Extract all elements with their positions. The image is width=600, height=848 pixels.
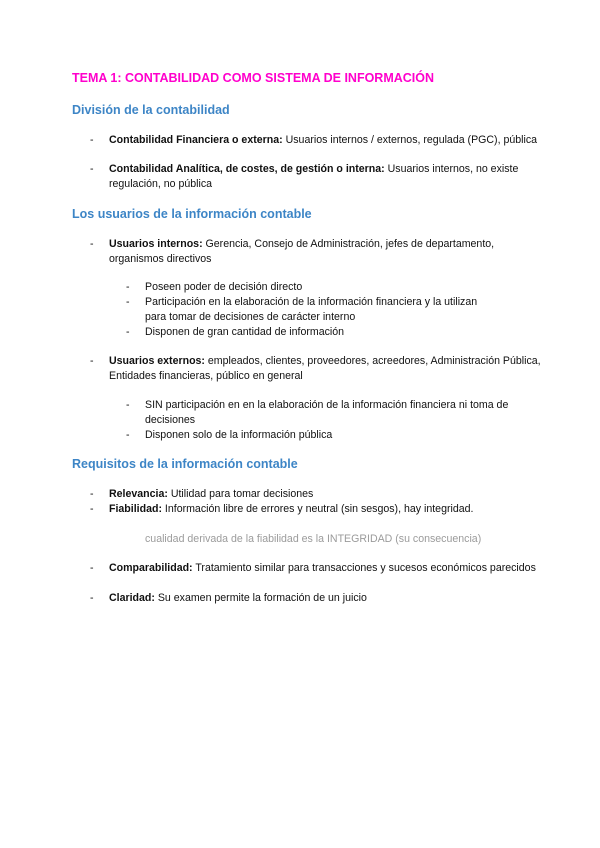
item-label: Fiabilidad:: [109, 503, 162, 515]
item-label: Contabilidad Analítica, de costes, de gestión o interna:: [109, 163, 385, 175]
list-item: [90, 487, 549, 502]
sub-item-text: Poseen poder de decisión directo: [145, 281, 303, 293]
section-heading-division: División de la contabilidad: [72, 103, 230, 117]
list-dash: -: [90, 163, 94, 175]
item-text: Usuarios internos, no existe regulación, no pública: [109, 163, 519, 190]
item-text: Utilidad para tomar decisiones: [167, 488, 314, 500]
list-dash: -: [126, 326, 130, 338]
list-item: [90, 561, 549, 576]
list-dash: -: [126, 399, 130, 411]
item-label: Contabilidad Financiera o externa:: [109, 134, 283, 146]
sub-list-item: [126, 280, 537, 295]
sub-item-text: Disponen de gran cantidad de información: [145, 326, 345, 338]
sub-list-item: [126, 295, 497, 324]
sub-list-item: [126, 398, 537, 427]
list-dash: -: [126, 281, 130, 293]
list-dash: -: [126, 429, 130, 441]
item-label: Comparabilidad:: [109, 562, 193, 574]
list-dash: -: [126, 296, 130, 308]
integridad-note: cualidad derivada de la fiabilidad es la INTEGRIDAD (su consecuencia): [145, 533, 482, 545]
item-text: Su examen permite la formación de un juicio: [154, 592, 367, 604]
section-heading-requisitos: Requisitos de la información contable: [72, 457, 298, 471]
item-label: Usuarios internos:: [109, 238, 203, 250]
item-text: Tratamiento similar para transacciones y sucesos económicos parecidos: [192, 562, 536, 574]
list-dash: -: [90, 488, 94, 500]
list-item: [90, 162, 549, 191]
list-dash: -: [90, 503, 94, 515]
sub-item-text: SIN participación en en la elaboración de la información financiera ni toma de decisiones: [145, 399, 509, 426]
list-item: [90, 502, 549, 517]
item-label: Claridad:: [109, 592, 155, 604]
item-label: Usuarios externos:: [109, 355, 205, 367]
list-item: [90, 133, 549, 148]
sub-item-text: Disponen solo de la información pública: [145, 429, 333, 441]
sub-list-item: [126, 325, 537, 340]
list-dash: -: [90, 355, 94, 367]
list-dash: -: [90, 238, 94, 250]
list-dash: -: [90, 562, 94, 574]
list-dash: -: [90, 134, 94, 146]
list-item: [90, 237, 549, 266]
item-text: Usuarios internos / externos, regulada (PGC), pública: [282, 134, 538, 146]
item-text: Gerencia, Consejo de Administración, jefes de departamento, organismos directivos: [109, 238, 495, 265]
sub-list-item: [126, 428, 537, 443]
list-dash: -: [90, 592, 94, 604]
item-text: Información libre de errores y neutral (sin sesgos), hay integridad.: [161, 503, 474, 515]
item-text: empleados, clientes, proveedores, acreedores, Administración Pública, Entidades financieras, público en general: [109, 355, 541, 382]
page-title: TEMA 1: CONTABILIDAD COMO SISTEMA DE INFORMACIÓN: [72, 71, 435, 85]
list-item: [90, 591, 549, 606]
list-item: [90, 354, 549, 383]
section-heading-usuarios: Los usuarios de la información contable: [72, 207, 312, 221]
sub-item-text: Participación en la elaboración de la información financiera y la utilizan para tomar de decisiones de carácter interno: [145, 296, 478, 323]
item-label: Relevancia:: [109, 488, 168, 500]
